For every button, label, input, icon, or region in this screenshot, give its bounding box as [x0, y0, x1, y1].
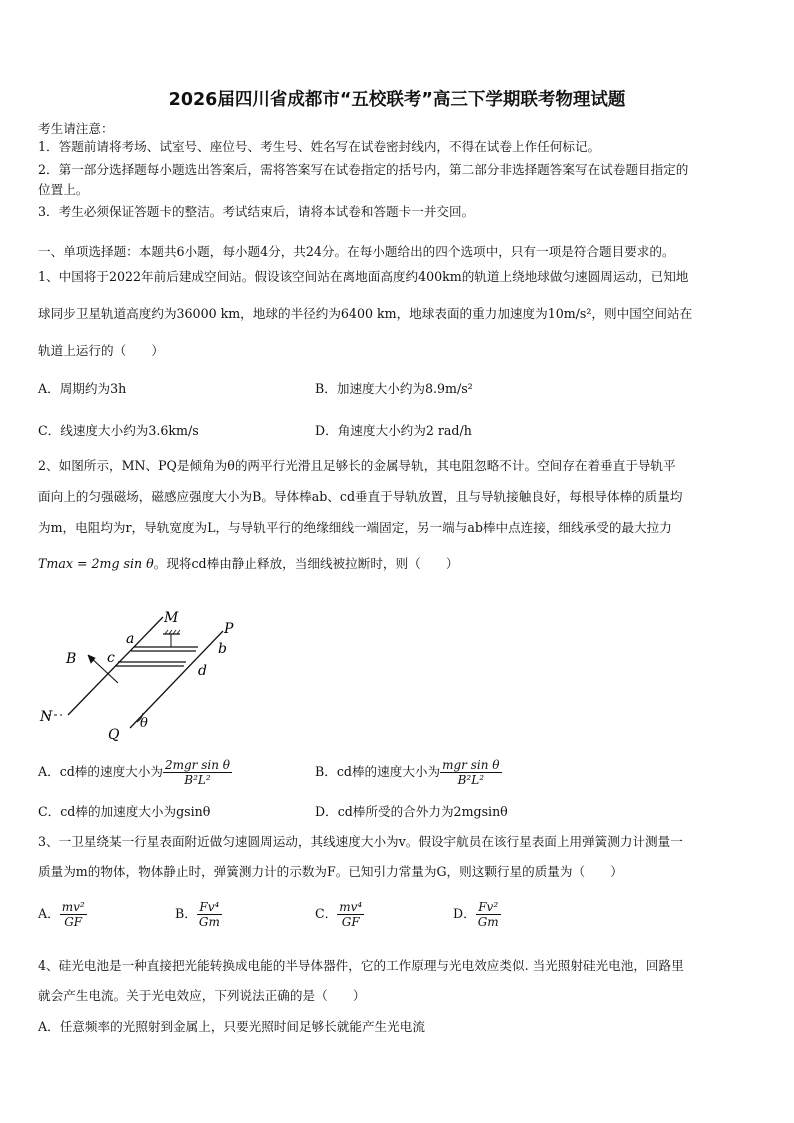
- page-title: 2026届四川省成都市“五校联考”高三下学期联考物理试题: [168, 90, 626, 110]
- q3-option-b-fraction: [197, 900, 222, 929]
- q1-text: 球同步卫星轨道高度约为: [38, 306, 177, 321]
- fraction-numerator: mgr sin θ: [442, 758, 500, 772]
- notice-item: 3．考生必须保证答题卡的整洁。考试结束后，请将本试卷和答题卡一并交回。: [38, 204, 475, 219]
- q4-stem-line: 4、硅光电池是一种直接把光能转换成电能的半导体器件，它的工作原理与光电效应类似. 当光照射硅光电池，回路里: [38, 958, 684, 973]
- label-b: b: [218, 641, 227, 657]
- q3-option-label: C．: [315, 906, 338, 921]
- q2-option-a-fraction: [163, 758, 232, 787]
- notice-item: 2．第一部分选择题每小题选出答案后，需将答案写在试卷指定的括号内，第二部分非选择题答案写在试卷题目指定的: [38, 162, 689, 177]
- q2-option-b-fraction: [440, 758, 501, 787]
- label-b-field: B: [66, 651, 77, 667]
- q2-option-a: [38, 758, 232, 787]
- q2-text: 。现将cd棒由静止释放，当细线被拉断时，则（ ）: [153, 556, 459, 571]
- q2-stem-line: [38, 555, 758, 573]
- q3-option-label: B．: [175, 906, 197, 921]
- q3-stem-line: 3、一卫星绕某一行星表面附近做匀速圆周运动，其线速度大小为v。假设宇航员在该行星表面上用弹簧测力计测量一: [38, 834, 683, 849]
- q2-option-c: C．cd棒的加速度大小为gsinθ: [38, 804, 211, 819]
- fraction-numerator: Fv²: [476, 900, 501, 915]
- q3-option-a: [38, 900, 87, 929]
- label-p: P: [224, 621, 234, 637]
- q3-option-c-fraction: [337, 900, 364, 929]
- q1-option-d: D．角速度大小约为2 rad/h: [315, 423, 472, 438]
- q4-stem-line: 就会产生电流。关于光电效应，下列说法正确的是（ ）: [38, 988, 366, 1003]
- label-m: M: [164, 610, 179, 626]
- q3-option-label: A．: [38, 906, 60, 921]
- label-c: c: [107, 650, 115, 666]
- q2-option-b-text: B．cd棒的速度大小为: [315, 764, 441, 779]
- fraction-denominator: B²L²: [184, 773, 211, 787]
- q2-option-b: [315, 758, 502, 787]
- fraction-numerator: mv⁴: [339, 900, 363, 914]
- q1-value: 10m/s²: [547, 306, 592, 321]
- fraction-denominator: Gm: [198, 915, 220, 929]
- fraction-numerator: 2mgr sin θ: [164, 758, 230, 772]
- q3-option-d: [453, 900, 501, 929]
- q1-text: ，地球的半径约为: [240, 306, 341, 321]
- q2-rail-figure: [38, 605, 268, 745]
- q3-option-d-fraction: [476, 900, 501, 929]
- q1-stem-line: 1、中国将于2022年前后建成空间站。假设该空间站在离地面高度约400km的轨道上绕地球做匀速圆周运动，已知地: [38, 269, 689, 284]
- fraction-denominator: Gm: [477, 915, 499, 929]
- q1-option-c: C．线速度大小约为3.6km/s: [38, 423, 199, 438]
- q1-text: ，则中国空间站在: [591, 306, 693, 321]
- label-d: d: [198, 663, 207, 679]
- q3-option-label: D．: [453, 906, 476, 921]
- rail-pq: [130, 631, 223, 728]
- q2-option-a-text: A．cd棒的速度大小为: [38, 764, 163, 779]
- section-heading: 一、单项选择题：本题共6小题，每小题4分，共24分。在每小题给出的四个选项中，只有一项是符合题目要求的。: [38, 244, 675, 259]
- q1-option-a: A．周期约为3h: [38, 381, 127, 396]
- q3-option-c: [315, 900, 364, 929]
- q1-value: 6400 km: [340, 306, 397, 321]
- q3-stem-line: 质量为m的物体，物体静止时，弹簧测力计的示数为F。已知引力常量为G，则这颗行星的质量为（ ）: [38, 864, 623, 879]
- label-theta: θ: [140, 716, 148, 731]
- q2-stem-line: 面向上的匀强磁场，磁感应强度大小为B。导体棒ab、cd垂直于导轨放置，且与导轨接触良好，每根导体棒的质量均: [38, 489, 683, 504]
- q3-option-b: [175, 900, 222, 929]
- notice-item: 1．答题前请将考场、试室号、座位号、考生号、姓名写在试卷密封线内，不得在试卷上作任何标记。: [38, 139, 601, 154]
- fraction-numerator: mv²: [61, 900, 85, 914]
- q1-stem-line: 轨道上运行的（ ）: [38, 343, 164, 358]
- q4-option-a: A．任意频率的光照射到金属上，只要光照时间足够长就能产生光电流: [38, 1019, 425, 1034]
- fraction-numerator: Fv⁴: [197, 900, 222, 915]
- q1-option-b: B．加速度大小约为8.9m/s²: [315, 381, 473, 396]
- fraction-denominator: GF: [64, 915, 83, 929]
- notice-item: 位置上。: [38, 182, 89, 197]
- fraction-denominator: GF: [341, 915, 360, 929]
- label-q: Q: [108, 727, 120, 743]
- q2-stem-line: 2、如图所示，MN、PQ是倾角为θ的两平行光滑且足够长的金属导轨，其电阻忽略不计。空间存在着垂直于导轨平: [38, 458, 676, 473]
- b-arrow-head: [88, 655, 95, 663]
- label-n: N: [40, 709, 53, 725]
- q2-option-d: D．cd棒所受的合外力为2mgsinθ: [315, 804, 508, 819]
- notice-heading: 考生请注意：: [38, 121, 114, 136]
- q2-stem-line: 为m，电阻均为r，导轨宽度为L，与导轨平行的绝缘细线一端固定，另一端与ab棒中点连接，细线承受的最大拉力: [38, 520, 672, 535]
- q1-value: 36000 km: [176, 306, 241, 321]
- fraction-denominator: B²L²: [457, 773, 485, 787]
- q1-stem-line: [38, 305, 758, 323]
- label-a: a: [126, 631, 135, 647]
- q2-formula: Tmax = 2mg sin θ: [38, 556, 154, 571]
- q1-text: ，地球表面的重力加速度为: [396, 306, 548, 321]
- q3-option-a-fraction: [60, 900, 87, 929]
